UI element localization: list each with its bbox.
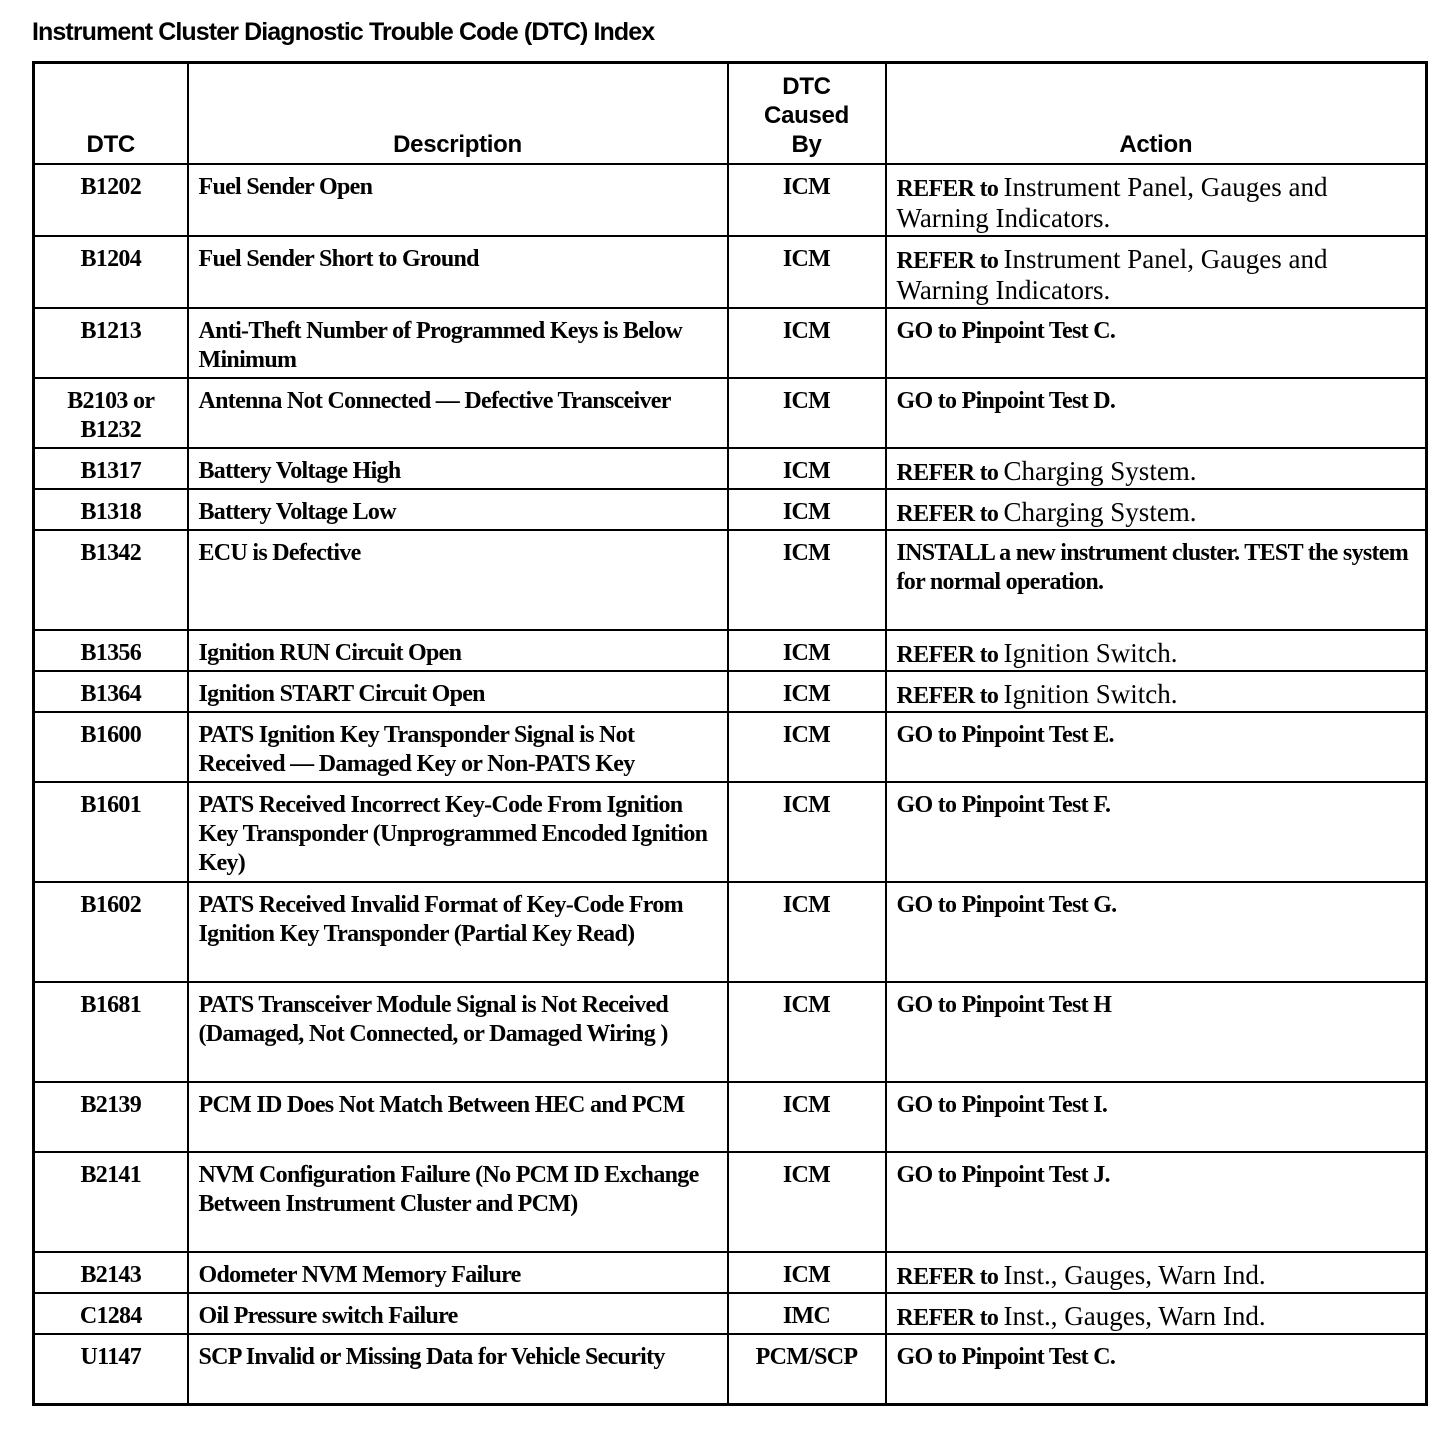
dtc-code-cell: B1364 [34, 671, 188, 712]
action-reference: Inst., Gauges, Warn Ind. [1003, 1301, 1266, 1331]
dtc-code-cell: B1602 [34, 882, 188, 982]
table-row [34, 1152, 1427, 1252]
action-instruction: GO to Pinpoint Test G. [896, 892, 1117, 918]
caused-by-cell: ICM [728, 1082, 886, 1152]
caused-by-cell: IMC [728, 1293, 886, 1334]
table-row [34, 164, 1427, 236]
dtc-code-cell: B2143 [34, 1252, 188, 1293]
dtc-code-cell: B2103 or B1232 [34, 378, 188, 448]
action-reference: Instrument Panel, Gauges and Warning Indicators. [896, 172, 1328, 233]
action-cell [886, 308, 1427, 378]
caused-by-cell: ICM [728, 882, 886, 982]
table-row [34, 630, 1427, 671]
action-instruction: GO to Pinpoint Test I. [896, 1092, 1108, 1118]
table-row [34, 448, 1427, 489]
description-cell: Anti-Theft Number of Programmed Keys is Below Minimum [188, 308, 728, 378]
description-cell: PATS Received Invalid Format of Key-Code From Ignition Key Transponder (Partial Key Read) [188, 882, 728, 982]
action-cell [886, 782, 1427, 882]
description-cell: SCP Invalid or Missing Data for Vehicle Security [188, 1334, 728, 1404]
table-row [34, 236, 1427, 308]
dtc-code-cell: B1681 [34, 982, 188, 1082]
description-cell: Antenna Not Connected — Defective Transceiver [188, 378, 728, 448]
table-row [34, 378, 1427, 448]
action-instruction: GO to Pinpoint Test E. [896, 722, 1114, 748]
action-instruction: REFER to [896, 1305, 999, 1331]
description-cell: Ignition START Circuit Open [188, 671, 728, 712]
action-instruction: REFER to [896, 642, 999, 668]
table-row [34, 489, 1427, 530]
table-row [34, 530, 1427, 630]
action-cell [886, 1334, 1427, 1404]
description-cell: PATS Received Incorrect Key-Code From Ignition Key Transponder (Unprogrammed Encoded Ignition Key) [188, 782, 728, 882]
dtc-code-cell: B1213 [34, 308, 188, 378]
description-cell: Fuel Sender Short to Ground [188, 236, 728, 308]
action-cell [886, 712, 1427, 782]
action-cell [886, 448, 1427, 489]
caused-by-cell: ICM [728, 712, 886, 782]
caused-by-cell: ICM [728, 308, 886, 378]
action-cell [886, 882, 1427, 982]
action-cell [886, 1252, 1427, 1293]
page-title: Instrument Cluster Diagnostic Trouble Code (DTC) Index [32, 18, 655, 46]
dtc-code-cell: B1600 [34, 712, 188, 782]
action-reference: Ignition Switch. [1003, 679, 1178, 709]
caused-by-cell: ICM [728, 1152, 886, 1252]
dtc-code-cell: U1147 [34, 1334, 188, 1404]
table-header-row [34, 63, 1427, 165]
description-cell: Odometer NVM Memory Failure [188, 1252, 728, 1293]
header-description: Description [188, 63, 728, 165]
action-instruction: REFER to [896, 1264, 999, 1290]
table-row [34, 982, 1427, 1082]
table-row [34, 1334, 1427, 1404]
dtc-code-cell: B1202 [34, 164, 188, 236]
action-instruction: REFER to [896, 683, 999, 709]
action-instruction: GO to Pinpoint Test D. [896, 388, 1116, 414]
caused-by-cell: ICM [728, 671, 886, 712]
dtc-code-cell: B2139 [34, 1082, 188, 1152]
action-cell [886, 630, 1427, 671]
action-reference: Ignition Switch. [1003, 638, 1178, 668]
action-reference: Charging System. [1003, 456, 1197, 486]
action-instruction: INSTALL a new instrument cluster. TEST the system for normal operation. [896, 540, 1409, 595]
table-row [34, 1293, 1427, 1334]
header-action: Action [886, 63, 1427, 165]
action-instruction: GO to Pinpoint Test H [896, 992, 1112, 1018]
dtc-code-cell: B1601 [34, 782, 188, 882]
action-instruction: GO to Pinpoint Test J. [896, 1162, 1110, 1188]
description-cell: Fuel Sender Open [188, 164, 728, 236]
header-caused-by: DTC Caused By [728, 63, 886, 165]
description-cell: ECU is Defective [188, 530, 728, 630]
caused-by-cell: ICM [728, 236, 886, 308]
action-cell [886, 164, 1427, 236]
table-row [34, 671, 1427, 712]
dtc-code-cell: B1204 [34, 236, 188, 308]
caused-by-cell: ICM [728, 530, 886, 630]
dtc-code-cell: B1342 [34, 530, 188, 630]
action-reference: Charging System. [1003, 497, 1197, 527]
action-instruction: REFER to [896, 176, 999, 202]
table-row [34, 882, 1427, 982]
table-row [34, 1252, 1427, 1293]
dtc-index-table [32, 61, 1428, 1406]
action-cell [886, 671, 1427, 712]
action-instruction: GO to Pinpoint Test F. [896, 792, 1111, 818]
description-cell: Ignition RUN Circuit Open [188, 630, 728, 671]
description-cell: PCM ID Does Not Match Between HEC and PCM [188, 1082, 728, 1152]
table-row [34, 782, 1427, 882]
action-cell [886, 236, 1427, 308]
caused-by-cell: ICM [728, 630, 886, 671]
action-cell [886, 1082, 1427, 1152]
description-cell: Battery Voltage High [188, 448, 728, 489]
description-cell: Battery Voltage Low [188, 489, 728, 530]
dtc-code-cell: B1318 [34, 489, 188, 530]
table-row [34, 712, 1427, 782]
action-reference: Instrument Panel, Gauges and Warning Indicators. [896, 244, 1328, 305]
action-cell [886, 489, 1427, 530]
caused-by-cell: ICM [728, 782, 886, 882]
caused-by-cell: ICM [728, 164, 886, 236]
action-instruction: REFER to [896, 460, 999, 486]
caused-by-cell: ICM [728, 448, 886, 489]
action-cell [886, 530, 1427, 630]
dtc-code-cell: B1356 [34, 630, 188, 671]
description-cell: NVM Configuration Failure (No PCM ID Exchange Between Instrument Cluster and PCM) [188, 1152, 728, 1252]
action-reference: Inst., Gauges, Warn Ind. [1003, 1260, 1266, 1290]
caused-by-cell: ICM [728, 982, 886, 1082]
description-cell: PATS Ignition Key Transponder Signal is Not Received — Damaged Key or Non-PATS Key [188, 712, 728, 782]
action-instruction: REFER to [896, 501, 999, 527]
description-cell: Oil Pressure switch Failure [188, 1293, 728, 1334]
dtc-code-cell: B2141 [34, 1152, 188, 1252]
action-instruction: REFER to [896, 248, 999, 274]
description-cell: PATS Transceiver Module Signal is Not Received (Damaged, Not Connected, or Damaged Wiring ) [188, 982, 728, 1082]
action-cell [886, 982, 1427, 1082]
caused-by-cell: ICM [728, 1252, 886, 1293]
table-row [34, 1082, 1427, 1152]
caused-by-cell: PCM/SCP [728, 1334, 886, 1404]
action-cell [886, 1152, 1427, 1252]
dtc-code-cell: C1284 [34, 1293, 188, 1334]
header-dtc: DTC [34, 63, 188, 165]
action-instruction: GO to Pinpoint Test C. [896, 318, 1116, 344]
dtc-code-cell: B1317 [34, 448, 188, 489]
action-cell [886, 378, 1427, 448]
action-cell [886, 1293, 1427, 1334]
table-row [34, 308, 1427, 378]
action-instruction: GO to Pinpoint Test C. [896, 1344, 1116, 1370]
caused-by-cell: ICM [728, 378, 886, 448]
caused-by-cell: ICM [728, 489, 886, 530]
